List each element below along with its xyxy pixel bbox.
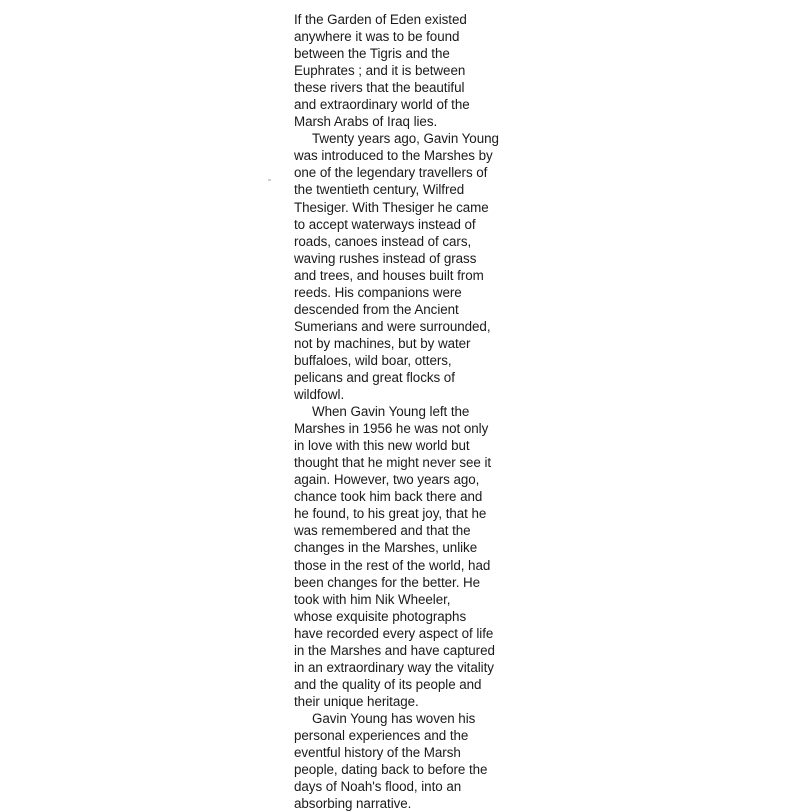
text-line: waving rushes instead of grass — [294, 250, 477, 266]
paragraph-1 — [294, 11, 526, 130]
text-line: changes in the Marshes, unlike — [294, 540, 478, 556]
text-line: their unique heritage. — [294, 693, 419, 709]
text-line: Twenty years ago, Gavin Young — [312, 131, 499, 147]
text-line: not by machines, but by water — [294, 335, 471, 351]
text-line: between the Tigris and the — [294, 46, 450, 62]
text-line: in love with this new world but — [294, 438, 470, 454]
text-line: and the quality of its people and — [294, 676, 482, 692]
text-line: When Gavin Young left the — [312, 404, 470, 420]
text-line: buffaloes, wild boar, otters, — [294, 352, 452, 368]
text-line: anywhere it was to be found — [294, 29, 460, 45]
text-line: If the Garden of Eden existed — [294, 12, 467, 27]
text-line: one of the legendary travellers of — [294, 165, 488, 181]
text-line: Marsh Arabs of Iraq lies. — [294, 114, 438, 130]
text-line: people, dating back to before the — [294, 762, 488, 778]
text-line: Euphrates ; and it is between — [294, 63, 466, 79]
text-line: absorbing narrative. — [294, 796, 412, 812]
text-line: Gavin Young has woven his — [312, 710, 476, 726]
text-line: he found, to his great joy, that he — [294, 506, 487, 522]
paragraph-4 — [294, 710, 526, 812]
text-column — [294, 11, 526, 812]
text-line: to accept waterways instead of — [294, 216, 476, 232]
text-line: been changes for the better. He — [294, 574, 481, 590]
text-line: have recorded every aspect of life — [294, 625, 494, 641]
text-line: again. However, two years ago, — [294, 472, 480, 488]
text-line: eventful history of the Marsh — [294, 745, 461, 761]
text-line: wildfowl. — [294, 387, 345, 403]
text-line: in an extraordinary way the vitality — [294, 659, 494, 675]
text-line: in the Marshes and have captured — [294, 642, 495, 658]
text-line: Sumerians and were surrounded, — [294, 318, 491, 334]
text-line: thought that he might never see it — [294, 455, 492, 471]
text-line: and trees, and houses built from — [294, 267, 484, 283]
text-line: Marshes in 1956 he was not only — [294, 421, 489, 437]
text-line: descended from the Ancient — [294, 301, 459, 317]
text-line: was introduced to the Marshes by — [294, 148, 493, 164]
paragraph-3 — [294, 403, 526, 710]
scan-speck — [268, 179, 271, 181]
text-line: took with him Nik Wheeler, — [294, 591, 451, 607]
text-line: these rivers that the beautiful — [294, 80, 465, 96]
text-line: those in the rest of the world, had — [294, 557, 491, 573]
text-line: chance took him back there and — [294, 489, 483, 505]
text-line: was remembered and that the — [294, 523, 471, 539]
text-line: Thesiger. With Thesiger he came — [294, 199, 489, 215]
text-line: pelicans and great flocks of — [294, 369, 455, 385]
text-line: reeds. His companions were — [294, 284, 462, 300]
text-line: personal experiences and the — [294, 727, 469, 743]
text-line: roads, canoes instead of cars, — [294, 233, 472, 249]
text-line: the twentieth century, Wilfred — [294, 182, 465, 198]
text-line: days of Noah's flood, into an — [294, 779, 462, 795]
text-line: and extraordinary world of the — [294, 97, 470, 113]
text-line: whose exquisite photographs — [294, 608, 467, 624]
paragraph-2 — [294, 130, 526, 403]
